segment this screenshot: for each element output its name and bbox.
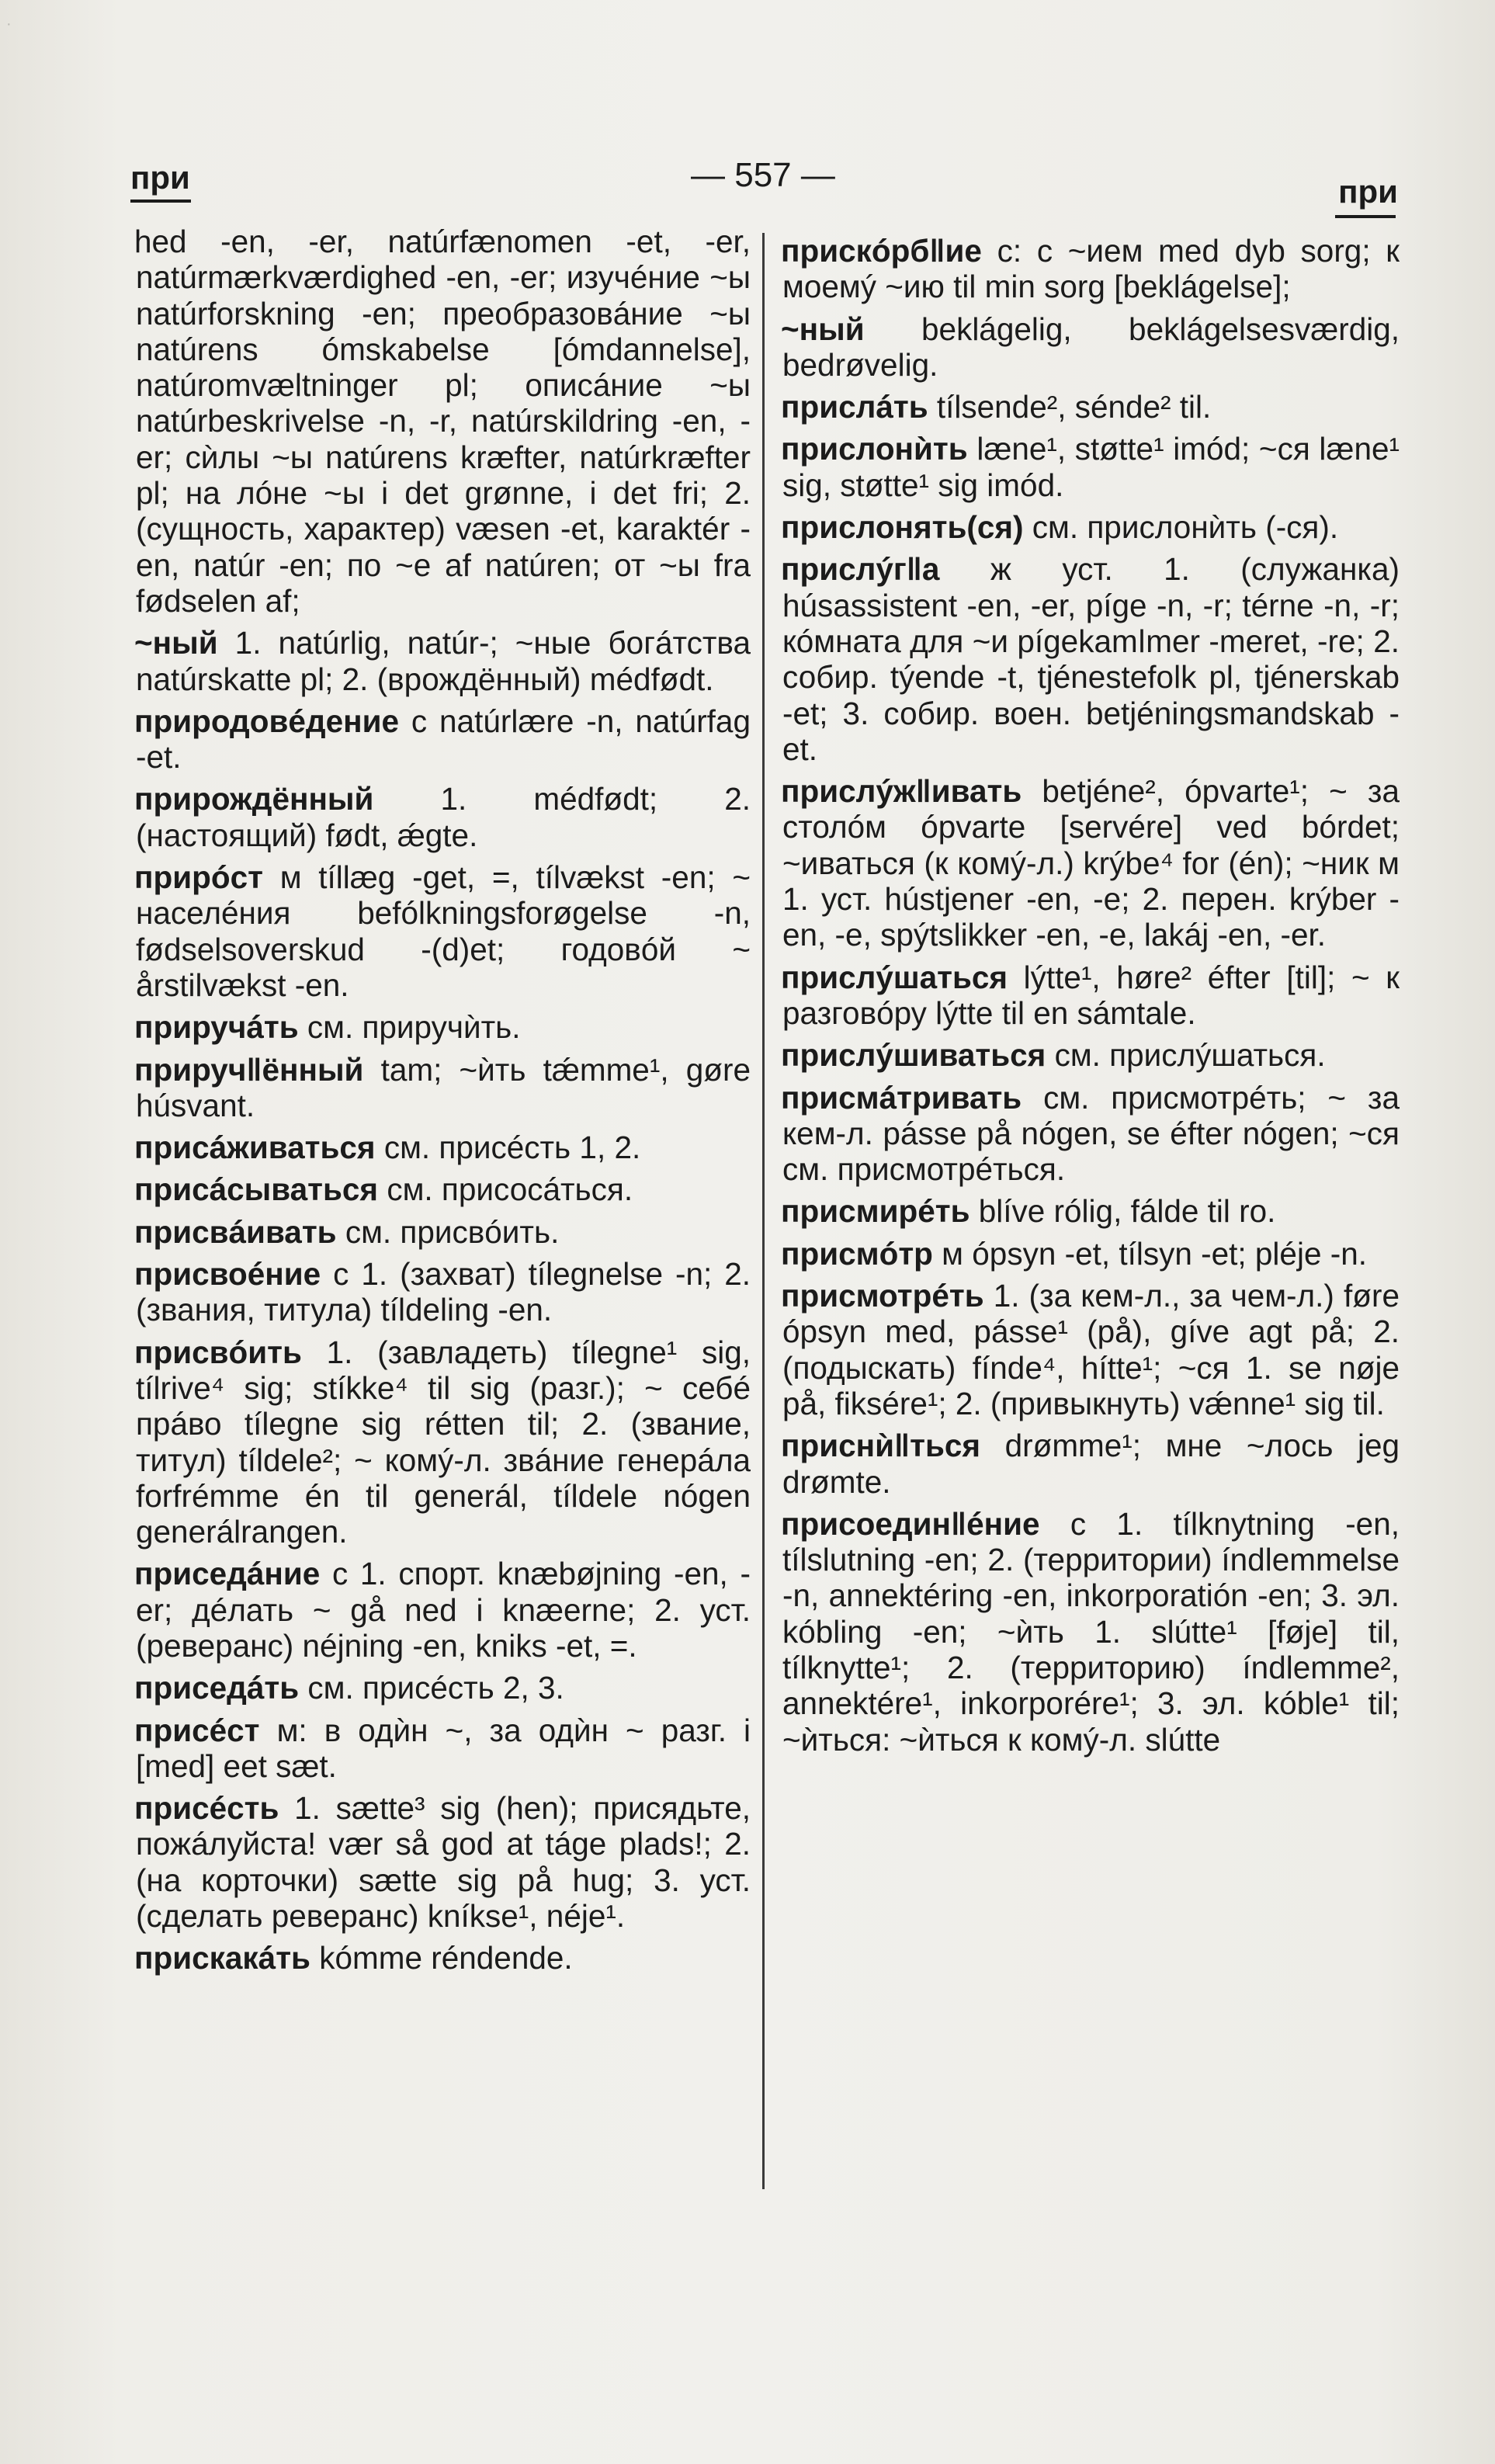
entry-headword: приснѝǁться [781, 1428, 981, 1464]
entry-definition: с 1. (захват) tílegnelse -n; 2. (звания, титула) tíldeling -en. [136, 1256, 751, 1328]
entry-definition: см. присосáться. [387, 1171, 633, 1208]
entry-headword: прислáть [781, 389, 928, 425]
entry-headword: ~ный [781, 311, 865, 347]
entry-headword: прислýжǁивать [781, 773, 1022, 810]
scan-speck: · [6, 16, 12, 33]
dictionary-entry [782, 1428, 1400, 1500]
entry-headword: присмотрéть [781, 1278, 984, 1314]
entry-definition: 1. sætte³ sig (hen); присядьте, пожáлуйста! vær så god at táge plads!; 2. (на корточки) sætte sig på hug; 3. уст. (сделать реверанс) kníkse¹, néje¹. [136, 1790, 751, 1935]
entry-headword: прислонѝть [781, 431, 968, 467]
page-number: — 557 — [691, 156, 835, 194]
dictionary-entry [136, 781, 751, 853]
entry-headword: прислонять(ся) [781, 509, 1024, 546]
entry-definition: см. присéсть 2, 3. [307, 1670, 564, 1706]
entry-headword: присвоéние [134, 1256, 321, 1293]
entry-headword: присáсываться [134, 1171, 379, 1208]
entry-definition: beklágelig, beklágelsesværdig, bedrøvelig. [782, 311, 1400, 383]
entry-headword: прислýгǁа [781, 551, 940, 588]
entry-headword: прирóст [134, 859, 263, 896]
entry-headword: присéсть [134, 1790, 279, 1827]
dictionary-entry [136, 703, 751, 776]
dictionary-entry [136, 1940, 751, 1976]
entry-definition: м tíllæg -get, =, tílvækst -en; ~ населéния befólkningsforøgelse -n, fødselsoverskud -(d)et; годовóй ~ årstilvækst -en. [136, 859, 751, 1003]
entry-definition: м ópsyn -et, tílsyn -et; pléje -n. [942, 1235, 1367, 1272]
entry-headword: присвóить [134, 1334, 302, 1370]
dictionary-entry [136, 625, 751, 697]
entry-definition: см. прислонѝть (-ся). [1032, 509, 1339, 546]
entry-headword: прискакáть [134, 1940, 310, 1976]
header-rule-left [130, 200, 191, 203]
entry-headword: присмáтривать [781, 1079, 1022, 1116]
entry-headword: присвáивать [134, 1213, 337, 1250]
dictionary-entry [782, 311, 1400, 383]
dictionary-entry [136, 1790, 751, 1934]
entry-definition: ж уст. 1. (служанка) húsassistent -en, -er, píge -n, -r; térne -n, -r; кóмната для ~и pígekamǀmer -meret, -re; 2. собир. týende -t, tjénestefolk pl, tjénerskab -et; 3. собир. воен. betjéningsmandskab -et. [782, 551, 1400, 767]
entry-definition: tílsende², sénde² til. [936, 389, 1212, 425]
entry-headword: прирождённый [134, 781, 374, 817]
dictionary-entry [136, 1214, 751, 1250]
dictionary-entry [136, 224, 751, 619]
dictionary-entry [782, 551, 1400, 767]
entry-definition: blíve rólig, fálde til ro. [978, 1193, 1276, 1230]
entry-definition: см. приручѝть. [307, 1009, 521, 1046]
entry-headword: присоединǁéние [781, 1505, 1040, 1542]
dictionary-entry [136, 1130, 751, 1165]
entry-definition: см. присéсть 1, 2. [383, 1130, 641, 1166]
right-column [782, 233, 1400, 1764]
entry-definition: см. присвóить. [345, 1213, 560, 1250]
entry-headword: приручǁённый [134, 1051, 364, 1088]
entry-definition: lýtte¹, høre² éfter [til]; ~ к разговóру lýtte til en sámtale. [782, 959, 1400, 1031]
entry-definition: см. присмотрéть; ~ за кем-л. pásse på nógen, se éfter nógen; ~ся см. присмотрéться. [782, 1079, 1400, 1188]
left-running-head: при [130, 159, 190, 196]
entry-headword: присмóтр [781, 1235, 933, 1272]
dictionary-entry [782, 1080, 1400, 1188]
entry-definition: tam; ~ѝть tǽmme¹, gøre húsvant. [136, 1051, 751, 1123]
entry-headword: присмирéть [781, 1193, 970, 1230]
entry-definition: с natúrlære -n, natúrfag -et. [136, 703, 751, 776]
dictionary-entry [782, 960, 1400, 1032]
header-rule-right [1335, 215, 1396, 218]
entry-definition: kómme réndende. [319, 1940, 573, 1976]
entry-definition: см. прислýшаться. [1054, 1037, 1326, 1074]
dictionary-entry [782, 509, 1400, 545]
dictionary-entry [136, 1171, 751, 1207]
entry-definition: drømme¹; мне ~лось jeg drømte. [782, 1428, 1400, 1500]
entry-headword: прислýшиваться [781, 1037, 1046, 1074]
dictionary-entry [782, 773, 1400, 953]
dictionary-entry [136, 1334, 751, 1550]
dictionary-entry [136, 1556, 751, 1664]
entry-headword: природовéдение [134, 703, 400, 739]
entry-definition: 1. natúrlig, natúr-; ~ные богáтства natúrskatte pl; 2. (врождённый) médfødt. [136, 625, 751, 697]
column-divider [762, 233, 765, 2189]
entry-definition: 1. médfødt; 2. (настоящий) født, ǽgte. [136, 781, 751, 853]
dictionary-entry [782, 431, 1400, 503]
entry-definition: læne¹, støtte¹ imód; ~ся læne¹ sig, støtte¹ sig imód. [782, 431, 1400, 503]
dictionary-entry [136, 859, 751, 1003]
dictionary-entry [782, 233, 1400, 305]
entry-headword: присáживаться [134, 1130, 376, 1166]
dictionary-entry [782, 1193, 1400, 1229]
dictionary-entry [782, 1236, 1400, 1272]
dictionary-entry [782, 1278, 1400, 1421]
entry-definition: 1. (завладеть) tílegne¹ sig, tílrive⁴ sig; stíkke⁴ til sig (разг.); ~ себé прáво tílegne sig rétten til; 2. (звание, титул) tíldele²; ~ комý-л. звáние генерáла forfrémme én til generál, tíldele nógen generálrangen. [136, 1334, 751, 1550]
dictionary-entry [136, 1256, 751, 1328]
dictionary-entry [136, 1713, 751, 1785]
dictionary-entry [782, 1506, 1400, 1758]
entry-definition: betjéne², ópvarte¹; ~ за столóм ópvarte [servére] ved bórdet; ~иваться (к комý-л.) krýbe⁴ for (én); ~ник м 1. уст. hústjener -en, -e; 2. перен. krýber -en, -e, spýtslikker -en, -e, lakáj -en, -er. [782, 773, 1400, 953]
page-header [0, 156, 1495, 221]
right-running-head: при [1338, 173, 1398, 210]
entry-headword: приседáть [134, 1670, 300, 1706]
dictionary-entry [136, 1052, 751, 1124]
dictionary-entry [136, 1670, 751, 1706]
entry-headword: ~ный [134, 625, 218, 661]
dictionary-entry [136, 1009, 751, 1045]
entry-headword: прискóрбǁие [781, 233, 982, 269]
entry-headword: прислýшаться [781, 959, 1008, 995]
entry-definition: hed -en, -er, natúrfænomen -et, -er, natúrmærkværdighed -en, -er; изучéние ~ы natúrforskning -en; преобразовáние ~ы natúrens ómskabelse [ómdannelse], natúromvæltninger pl; описáние ~ы natúrbeskrivelse -n, -r, natúrskildring -en, -er; сѝлы ~ы natúrens kræfter, natúrkræfter pl; на лóне ~ы i det grønne, i det fri; 2. (сущность, характер) væsen -et, karaktér -en, natúr -en; по ~е af natúren; от ~ы fra fødselen af; [134, 224, 751, 619]
entry-headword: приручáть [134, 1009, 299, 1046]
entry-definition: с 1. спорт. knæbøjning -en, -er; дéлать ~ gå ned i knæerne; 2. уст. (реверанс) néjning -en, kniks -et, =. [136, 1556, 751, 1664]
left-column [136, 224, 751, 1983]
entry-definition: 1. (за кем-л., за чем-л.) føre ópsyn med, pásse¹ (på), gíve agt på; 2. (подыскать) fínde⁴, hítte¹; ~ся 1. se nøje på, fiksére¹; 2. (привыкнуть) vǽnne¹ sig til. [782, 1278, 1400, 1421]
entry-definition: м: в одѝн ~, за одѝн ~ разг. i [med] eet sæt. [136, 1712, 751, 1784]
entry-definition: с: с ~ием med dyb sorg; к моемý ~ию til min sorg [beklágelse]; [782, 233, 1400, 305]
entry-headword: присéст [134, 1712, 260, 1748]
dictionary-entry [782, 1037, 1400, 1073]
entry-headword: приседáние [134, 1556, 321, 1592]
entry-definition: с 1. tílknytning -en, tílslutning -en; 2. (территории) índlemmelse -n, annektéring -en, inkorporatión -en; 3. эл. kóbling -en; ~ѝть 1. slútte¹ [føje] til, tílknytte¹; 2. (территорию) índlemme², annektére¹, inkorporére¹; 3. эл. kóble¹ til; ~ѝться: ~ѝться к комý-л. slútte [782, 1505, 1400, 1758]
dictionary-entry [782, 389, 1400, 425]
